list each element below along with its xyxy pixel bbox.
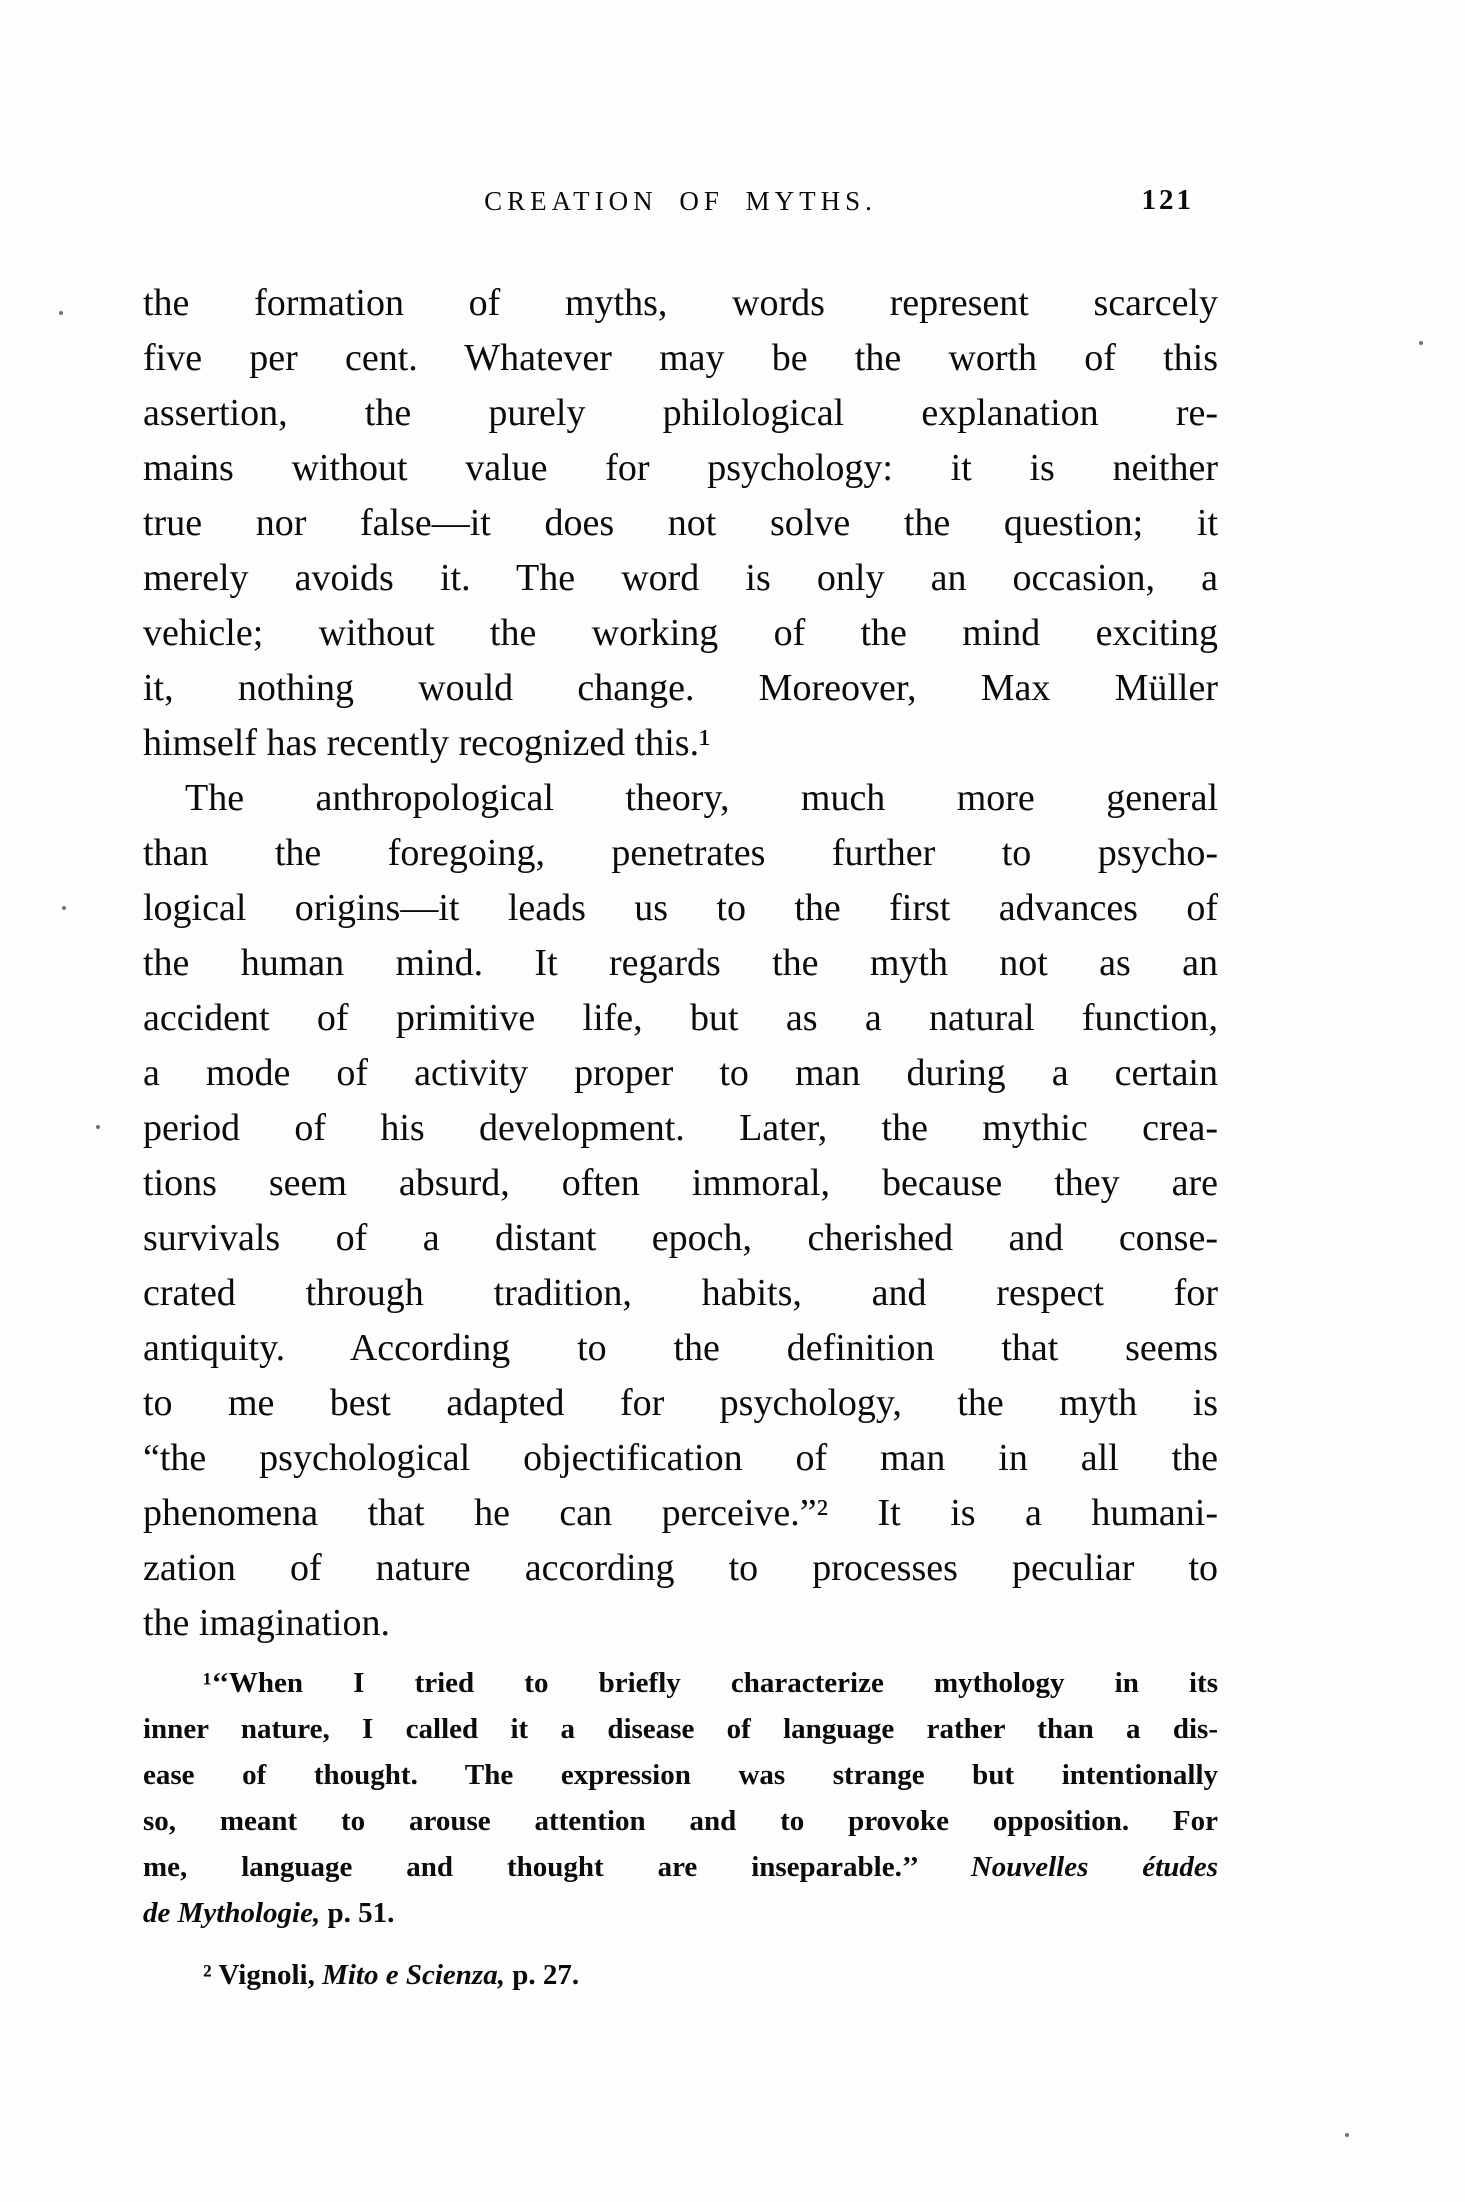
text-line xyxy=(143,441,1218,496)
italic-text: Mito e Scienza, xyxy=(322,1959,505,1991)
text-segment: tions seem absurd, often immoral, because they are xyxy=(143,1162,1218,1204)
text-segment: p. 51. xyxy=(320,1897,395,1929)
text-segment: ease of thought. The expression was strange but intentionally xyxy=(143,1759,1218,1791)
scan-speck xyxy=(1419,341,1423,345)
text-line xyxy=(143,1706,1218,1752)
text-segment: so, meant to arouse attention and to provoke opposition. For xyxy=(143,1805,1218,1837)
text-line xyxy=(143,1321,1218,1376)
text-line xyxy=(143,1156,1218,1211)
body-text xyxy=(143,276,1218,1651)
text-segment: accident of primitive life, but as a natural function, xyxy=(143,997,1218,1039)
text-segment: me, language and thought are inseparable.’’ xyxy=(143,1851,971,1883)
footnote xyxy=(143,1660,1218,1936)
text-segment: logical origins—it leads us to the first advances of xyxy=(143,887,1218,929)
text-line xyxy=(143,881,1218,936)
text-segment: to me best adapted for psychology, the myth is xyxy=(143,1382,1218,1424)
text-line xyxy=(143,716,1218,771)
text-line xyxy=(143,496,1218,551)
text-line xyxy=(143,1844,1218,1890)
text-segment: inner nature, I called it a disease of language rather than a dis- xyxy=(143,1713,1218,1745)
text-segment: it, nothing would change. Moreover, Max Müller xyxy=(143,667,1218,709)
italic-text: de Mythologie, xyxy=(143,1897,321,1929)
text-line xyxy=(143,551,1218,606)
text-segment: period of his development. Later, the mythic crea- xyxy=(143,1107,1218,1149)
text-line xyxy=(143,1660,1218,1706)
text-line xyxy=(143,991,1218,1046)
text-line xyxy=(143,826,1218,881)
text-line xyxy=(143,1211,1218,1266)
text-segment: the formation of myths, words represent scarcely xyxy=(143,282,1218,324)
text-line xyxy=(143,276,1218,331)
text-line xyxy=(143,606,1218,661)
text-segment: The anthropological theory, much more general xyxy=(185,777,1218,819)
scan-speck xyxy=(96,1125,100,1129)
paragraph xyxy=(143,771,1218,1651)
text-line xyxy=(143,661,1218,716)
text-segment: zation of nature according to processes peculiar to xyxy=(143,1547,1218,1589)
paragraph xyxy=(143,276,1218,771)
text-segment: himself has recently recognized this.¹ xyxy=(143,722,711,764)
running-header xyxy=(143,186,1218,228)
text-line xyxy=(143,1486,1218,1541)
text-segment: assertion, the purely philological explanation re- xyxy=(143,392,1218,434)
running-header-title: CREATION OF MYTHS. xyxy=(484,186,877,216)
text-line xyxy=(143,1752,1218,1798)
text-segment: p. 27. xyxy=(504,1959,580,1991)
italic-text: Nouvelles études xyxy=(970,1851,1218,1883)
text-segment: merely avoids it. The word is only an occasion, a xyxy=(143,557,1218,599)
text-line xyxy=(143,1798,1218,1844)
text-line xyxy=(143,1890,1218,1936)
text-segment: mains without value for psychology: it is neither xyxy=(143,447,1218,489)
text-line xyxy=(143,1101,1218,1156)
text-segment: ² Vignoli, xyxy=(203,1959,323,1991)
text-line xyxy=(143,771,1218,826)
scan-speck xyxy=(62,906,66,910)
page-number: 121 xyxy=(1141,184,1194,216)
text-segment: antiquity. According to the definition that seems xyxy=(143,1327,1218,1369)
text-segment: vehicle; without the working of the mind exciting xyxy=(143,612,1218,654)
text-line xyxy=(143,1266,1218,1321)
text-segment: phenomena that he can perceive.”² It is a humani- xyxy=(143,1492,1218,1534)
scan-speck xyxy=(1345,2133,1349,2137)
text-segment: crated through tradition, habits, and respect for xyxy=(143,1272,1218,1314)
text-segment: the human mind. It regards the myth not as an xyxy=(143,942,1218,984)
text-line xyxy=(143,936,1218,991)
text-line xyxy=(143,1541,1218,1596)
text-line xyxy=(143,1952,1218,1998)
text-line xyxy=(143,331,1218,386)
text-line xyxy=(143,386,1218,441)
text-segment: true nor false—it does not solve the question; it xyxy=(143,502,1218,544)
text-segment: survivals of a distant epoch, cherished and conse- xyxy=(143,1217,1218,1259)
text-line xyxy=(143,1431,1218,1486)
footnote xyxy=(143,1952,1218,1998)
text-segment: the imagination. xyxy=(143,1602,390,1644)
text-line xyxy=(143,1596,1218,1651)
footnotes xyxy=(143,1660,1218,2014)
text-segment: five per cent. Whatever may be the worth of this xyxy=(143,337,1218,379)
text-line xyxy=(143,1376,1218,1431)
text-segment: “the psychological objectification of man in all the xyxy=(143,1437,1218,1479)
text-segment: than the foregoing, penetrates further to psycho- xyxy=(143,832,1218,874)
text-segment: ¹‘‘When I tried to briefly characterize mythology in its xyxy=(203,1667,1218,1699)
text-segment: a mode of activity proper to man during a certain xyxy=(143,1052,1218,1094)
text-line xyxy=(143,1046,1218,1101)
scan-speck xyxy=(59,311,63,315)
